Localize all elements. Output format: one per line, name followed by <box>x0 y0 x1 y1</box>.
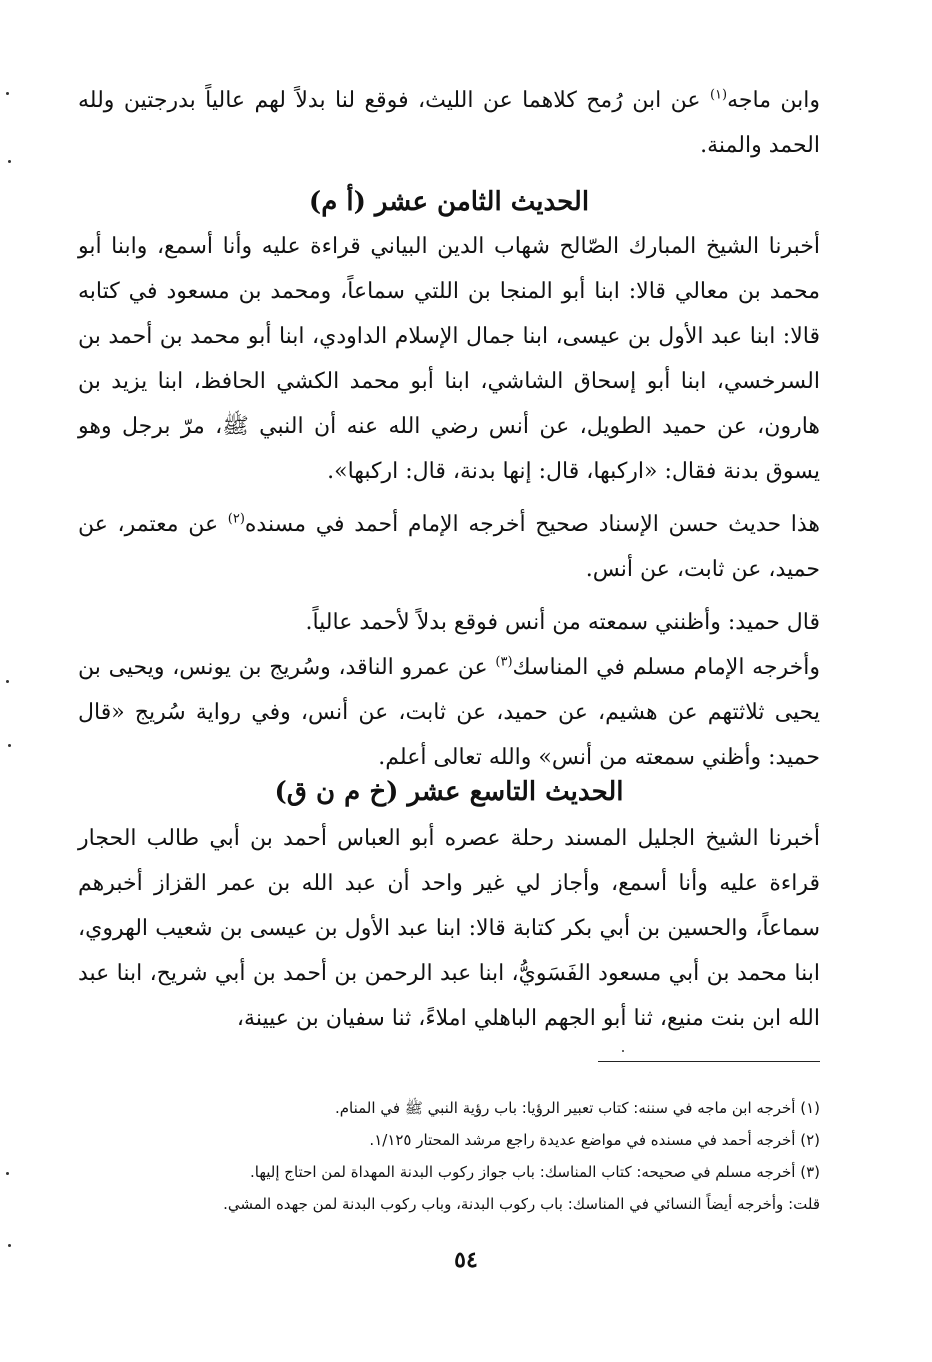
paragraph-text: هذا حديث حسن الإسناد صحيح أخرجه الإمام أحمد في مسنده <box>244 512 820 537</box>
footnote: قلت: وأخرجه أيضاً النسائي في المناسك: باب ركوب البدنة، وباب ركوب البدنة لمن جهده المشي. <box>223 1195 820 1213</box>
paragraph <box>78 502 820 592</box>
scan-speck <box>8 1244 11 1247</box>
paragraph-text: وابن ماجه <box>727 88 821 113</box>
footnote: (١) أخرجه ابن ماجه في سننه: كتاب تعبير الرؤيا: باب رؤية النبي ﷺ في المنام. <box>334 1099 820 1117</box>
section-heading: الحديث الثامن عشر (أ م) <box>308 187 590 217</box>
page-number: ٥٤ <box>454 1247 478 1273</box>
scan-speck <box>6 92 9 95</box>
scan-speck <box>8 744 11 747</box>
section-18-body <box>78 224 820 780</box>
footnote: (٣) أخرجه مسلم في صحيحه: كتاب المناسك: باب جواز ركوب البدنة المهداة لمن احتاج إليها. <box>250 1163 820 1181</box>
top-paragraph <box>78 78 820 168</box>
paragraph: أخبرنا الشيخ المبارك الصّالح شهاب الدين البياني قراءة عليه وأنا أسمع، وابنا أبو محمد بن معالي قالا: ابنا أبو المنجا بن اللتي سماعاً، ومحمد بن مسعود في كتابه قالا: ابنا عبد الأول بن عيسى، ابنا جمال الإسلام الداودي، ابنا أبو محمد بن أحمد بن السرخسي، ابنا أبو إسحاق الشاشي، ابنا أبو محمد الكشي الحافظ، ابنا يزيد بن هارون، عن حميد الطويل، عن أنس رضي الله عنه أن النبي ﷺ، مرّ برجل وهو يسوق بدنة فقال: «اركبها، قال: إنها بدنة، قال: اركبها». <box>78 234 820 484</box>
footnote-ref: (٣) <box>495 654 513 670</box>
scan-speck <box>622 1050 624 1052</box>
scan-speck <box>6 1172 9 1175</box>
paragraph: أخبرنا الشيخ الجليل المسند رحلة عصره أبو العباس أحمد بن أبي طالب الحجار قراءة عليه وأنا أسمع، وأجاز لي غير واحد أن عبد الله بن عمر القزاز أخبرهم سماعاً، والحسين بن أبي بكر كتابة قالا: ابنا عبد الأول بن عيسى بن شعيب الهروي، ابنا محمد بن أبي مسعود الفَسَويُّ، ابنا عبد الرحمن بن أحمد بن أبي شريح، ابنا عبد الله ابن بنت منيع، ثنا أبو الجهم الباهلي املاءً، ثنا سفيان بن عيينة، <box>78 826 820 1031</box>
paragraph-text: عن معتمر، عن حميد، عن ثابت، عن أنس. <box>78 512 820 582</box>
footnotes <box>78 1092 820 1220</box>
footnote-ref: (٢) <box>227 511 245 527</box>
paragraph-text: عن ابن رُمح كلاهما عن الليث، فوقع لنا بدلاً لهم عالياً بدرجتين ولله الحمد والمنة. <box>78 88 820 158</box>
paragraph-text: عن عمرو الناقد، وسُريج بن يونس، ويحيى بن يحيى ثلاثتهم عن هشيم، عن حميد، عن ثابت، عن أنس، وفي رواية سُريج «قال حميد: وأظني سمعته من أنس» والله تعالى أعلم. <box>78 655 820 770</box>
section-heading: الحديث التاسع عشر (خ م ن ق) <box>274 777 624 807</box>
footnote: (٢) أخرجه أحمد في مسنده في مواضع عديدة راجع مرشد المحتار ١/١٢٥. <box>369 1131 820 1149</box>
footnote-ref: (١) <box>709 87 728 103</box>
footnote-divider <box>598 1061 820 1062</box>
section-19-body <box>78 816 820 1041</box>
paragraph-text: وأخرجه الإمام مسلم في المناسك <box>512 655 820 680</box>
paragraph: قال حميد: وأظنني سمعته من أنس فوقع بدلاً لأحمد عالياً. <box>305 610 820 635</box>
scan-speck <box>8 160 11 163</box>
paragraph <box>78 645 820 780</box>
scan-speck <box>6 680 9 683</box>
